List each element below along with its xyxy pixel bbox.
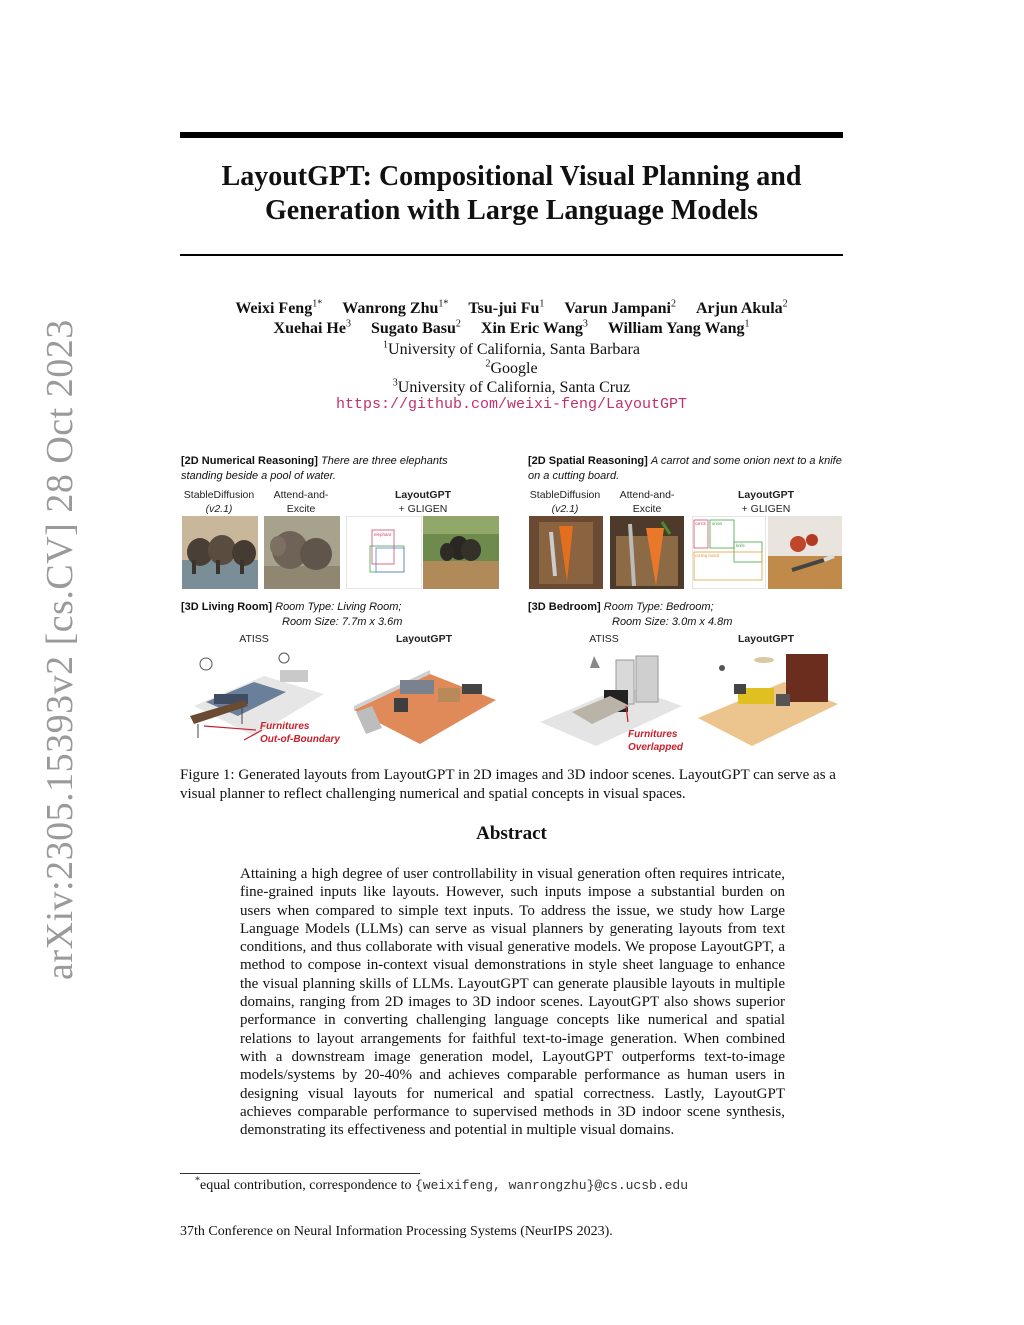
col-ae-line1: Attend-and- bbox=[273, 489, 329, 501]
title-bottom-rule bbox=[180, 254, 843, 256]
carrot-box-label: carrot bbox=[695, 521, 706, 526]
panel-2d-numerical-prompt: There are three elephants standing beside a pool of water. bbox=[181, 455, 448, 482]
author-name bbox=[235, 300, 322, 317]
col-sd-version: (v2.1) bbox=[205, 503, 233, 515]
author-name-text: Weixi Feng bbox=[235, 300, 313, 317]
author-affiliation-sup: 2 bbox=[782, 298, 788, 310]
col-label-atiss: ATISS bbox=[239, 633, 269, 645]
col-label-atiss-2: ATISS bbox=[589, 633, 619, 645]
carrot-attend-excite-image bbox=[610, 516, 684, 589]
carrot-layoutgpt-image bbox=[768, 516, 842, 589]
author-name-text: Tsu-jui Fu bbox=[468, 300, 540, 317]
col-label-layoutgpt-2: LayoutGPT bbox=[737, 633, 794, 645]
author-name bbox=[696, 300, 788, 317]
bedroom-layoutgpt-render bbox=[694, 648, 842, 748]
col-label-layoutgpt: LayoutGPT bbox=[395, 633, 452, 645]
author-list bbox=[180, 299, 843, 339]
author-affiliation-sup: 2 bbox=[670, 298, 676, 310]
col-ae-line2: Excite bbox=[286, 503, 316, 515]
affiliation-2-text: Google bbox=[490, 360, 538, 377]
panel-3d-bedroom-caption bbox=[528, 600, 843, 630]
col-label-stablediffusion-2 bbox=[526, 488, 604, 516]
author-affiliation-sup: 2 bbox=[455, 318, 461, 330]
footnote-email[interactable]: {weixifeng, wanrongzhu}@cs.ucsb.edu bbox=[414, 1178, 689, 1193]
title-line-1: LayoutGPT: Compositional Visual Planning and bbox=[221, 161, 802, 192]
ann-living-line1: Furnitures bbox=[260, 721, 310, 732]
col-sd-version-2: (v2.1) bbox=[551, 503, 579, 515]
living-room-layoutgpt-render bbox=[350, 648, 500, 748]
col-lg-line1-2: LayoutGPT bbox=[737, 489, 794, 501]
affiliation-3-sup: 3 bbox=[392, 377, 398, 389]
col-label-layoutgpt-gligen bbox=[345, 488, 501, 516]
panel-2d-spatial-caption bbox=[528, 454, 843, 484]
affiliation-1-sup: 1 bbox=[383, 339, 389, 351]
col-sd-name: StableDiffusion bbox=[183, 489, 255, 501]
onion-box-label: onion bbox=[712, 521, 723, 526]
abstract-body: Attaining a high degree of user controllability in visual generation often requires intricate, fine-grained inputs like layouts. However, such inputs impose a substantial burden on users when compared to simple text inputs. To address the issue, we study how Large Language Models (LLMs) can serve as visual planners by generating layouts from text conditions, and thus collaborate with visual generative models. We propose LayoutGPT, a method to compose in-context visual demonstrations in style sheet language to enhance the visual planning skills of LLMs. LayoutGPT can generate plausible layouts in multiple domains, ranging from 2D images to 3D indoor scenes. LayoutGPT also shows superior performance in converting challenging language concepts like numerical and spatial relations to layout arrangements for faithful text-to-image generation. When combined with a downstream image generation model, LayoutGPT outperforms text-to-image models/systems by 20-40% and achieves comparable performance as human users in designing visual layouts for numerical and spatial correctness. Lastly, LayoutGPT achieves comparable performance to supervised methods in 3D indoor scene synthesis, demonstrating its effectiveness and potential in multiple visual domains. bbox=[240, 866, 785, 1139]
author-name-text: William Yang Wang bbox=[607, 320, 745, 337]
panel-3d-bedroom-type: Room Type: Bedroom; bbox=[603, 601, 714, 613]
col-ae-line1-2: Attend-and- bbox=[619, 489, 675, 501]
title-line-2: Generation with Large Language Models bbox=[264, 195, 759, 226]
panel-2d-spatial-prompt: A carrot and some onion next to a knife on a cutting board. bbox=[528, 455, 842, 482]
affiliation-2 bbox=[180, 359, 843, 378]
author-name-text: Arjun Akula bbox=[695, 300, 783, 317]
panel-3d-living-size: Room Size: 7.7m x 3.6m bbox=[282, 616, 403, 628]
annotation-overlapped bbox=[628, 728, 683, 754]
figure-1-caption: Figure 1: Generated layouts from LayoutGPT in 2D images and 3D indoor scenes. LayoutGPT can serve as a visual planner to reflect challenging numerical and spatial concepts in visual spaces. bbox=[180, 767, 836, 802]
elephants-layout-boxes bbox=[346, 516, 422, 589]
col-sd-name-2: StableDiffusion bbox=[529, 489, 601, 501]
carrot-layout-boxes bbox=[692, 516, 766, 589]
ann-bed-line2: Overlapped bbox=[628, 742, 684, 753]
affiliation-3-text: University of California, Santa Cruz bbox=[397, 379, 631, 396]
author-name bbox=[564, 300, 676, 317]
affiliation-2-sup: 2 bbox=[485, 358, 491, 370]
panel-3d-living-type: Room Type: Living Room; bbox=[275, 601, 402, 613]
author-affiliation-sup: 1 bbox=[744, 318, 750, 330]
elephants-attend-excite-image bbox=[264, 516, 340, 589]
col-lg-line1: LayoutGPT bbox=[394, 489, 451, 501]
paper-title bbox=[180, 160, 843, 228]
footnote bbox=[195, 1175, 689, 1194]
author-affiliation-sup: 3 bbox=[582, 318, 588, 330]
col-label-attend-excite bbox=[262, 488, 340, 516]
affiliation-1 bbox=[180, 340, 843, 359]
ann-living-line2: Out-of-Boundary bbox=[260, 734, 340, 745]
author-affiliation-sup: 1* bbox=[438, 298, 449, 310]
elephant-box-label: elephant bbox=[374, 532, 392, 537]
abstract-heading: Abstract bbox=[476, 823, 547, 844]
panel-3d-living-caption bbox=[181, 600, 501, 630]
conference-note: 37th Conference on Neural Information Processing Systems (NeurIPS 2023). bbox=[180, 1224, 613, 1239]
author-name bbox=[481, 320, 588, 337]
author-name-text: Varun Jampani bbox=[564, 300, 671, 317]
panel-3d-bedroom-size: Room Size: 3.0m x 4.8m bbox=[612, 616, 733, 628]
footnote-rule bbox=[180, 1173, 420, 1174]
author-affiliation-sup: 1 bbox=[539, 298, 545, 310]
author-name bbox=[342, 300, 448, 317]
panel-2d-spatial-tag: [2D Spatial Reasoning] bbox=[528, 455, 648, 467]
panel-3d-bedroom-tag: [3D Bedroom] bbox=[528, 601, 601, 613]
author-name bbox=[468, 300, 544, 317]
figure-1 bbox=[180, 452, 843, 757]
arxiv-stamp: arXiv:2305.15393v2 [cs.CV] 28 Oct 2023 bbox=[39, 319, 81, 980]
ann-bed-line1: Furnitures bbox=[628, 729, 678, 740]
author-name-text: Xuehai He bbox=[273, 320, 346, 337]
panel-2d-numerical-tag: [2D Numerical Reasoning] bbox=[181, 455, 318, 467]
panel-3d-living-tag: [3D Living Room] bbox=[181, 601, 273, 613]
board-box-label: cutting board bbox=[695, 553, 720, 558]
elephants-layoutgpt-image bbox=[423, 516, 499, 589]
author-name-text: Xin Eric Wang bbox=[480, 320, 583, 337]
author-affiliation-sup: 1* bbox=[312, 298, 323, 310]
col-lg-line2-2: + GLIGEN bbox=[741, 503, 791, 515]
authors-line-2 bbox=[180, 319, 843, 339]
author-name bbox=[608, 320, 750, 337]
affiliation-1-text: University of California, Santa Barbara bbox=[388, 341, 640, 358]
col-label-attend-excite-2 bbox=[608, 488, 686, 516]
col-label-layoutgpt-gligen-2 bbox=[688, 488, 844, 516]
github-link[interactable]: https://github.com/weixi-feng/LayoutGPT bbox=[335, 396, 688, 413]
annotation-out-of-boundary bbox=[260, 720, 340, 746]
author-affiliation-sup: 3 bbox=[345, 318, 351, 330]
elephants-stablediffusion-image bbox=[182, 516, 258, 589]
author-name-text: Wanrong Zhu bbox=[342, 300, 439, 317]
carrot-stablediffusion-image bbox=[529, 516, 603, 589]
footnote-mark: * bbox=[195, 1175, 200, 1187]
panel-2d-numerical-caption bbox=[181, 454, 491, 484]
author-name bbox=[274, 320, 351, 337]
authors-line-1 bbox=[180, 299, 843, 319]
col-ae-line2-2: Excite bbox=[632, 503, 662, 515]
col-lg-line2: + GLIGEN bbox=[398, 503, 448, 515]
knife-box-label: knife bbox=[736, 543, 745, 548]
author-name bbox=[371, 320, 461, 337]
title-top-rule bbox=[180, 132, 843, 138]
footnote-text: equal contribution, correspondence to bbox=[200, 1178, 415, 1193]
author-name-text: Sugato Basu bbox=[370, 320, 456, 337]
col-label-stablediffusion bbox=[180, 488, 258, 516]
affiliation-3 bbox=[180, 378, 843, 397]
